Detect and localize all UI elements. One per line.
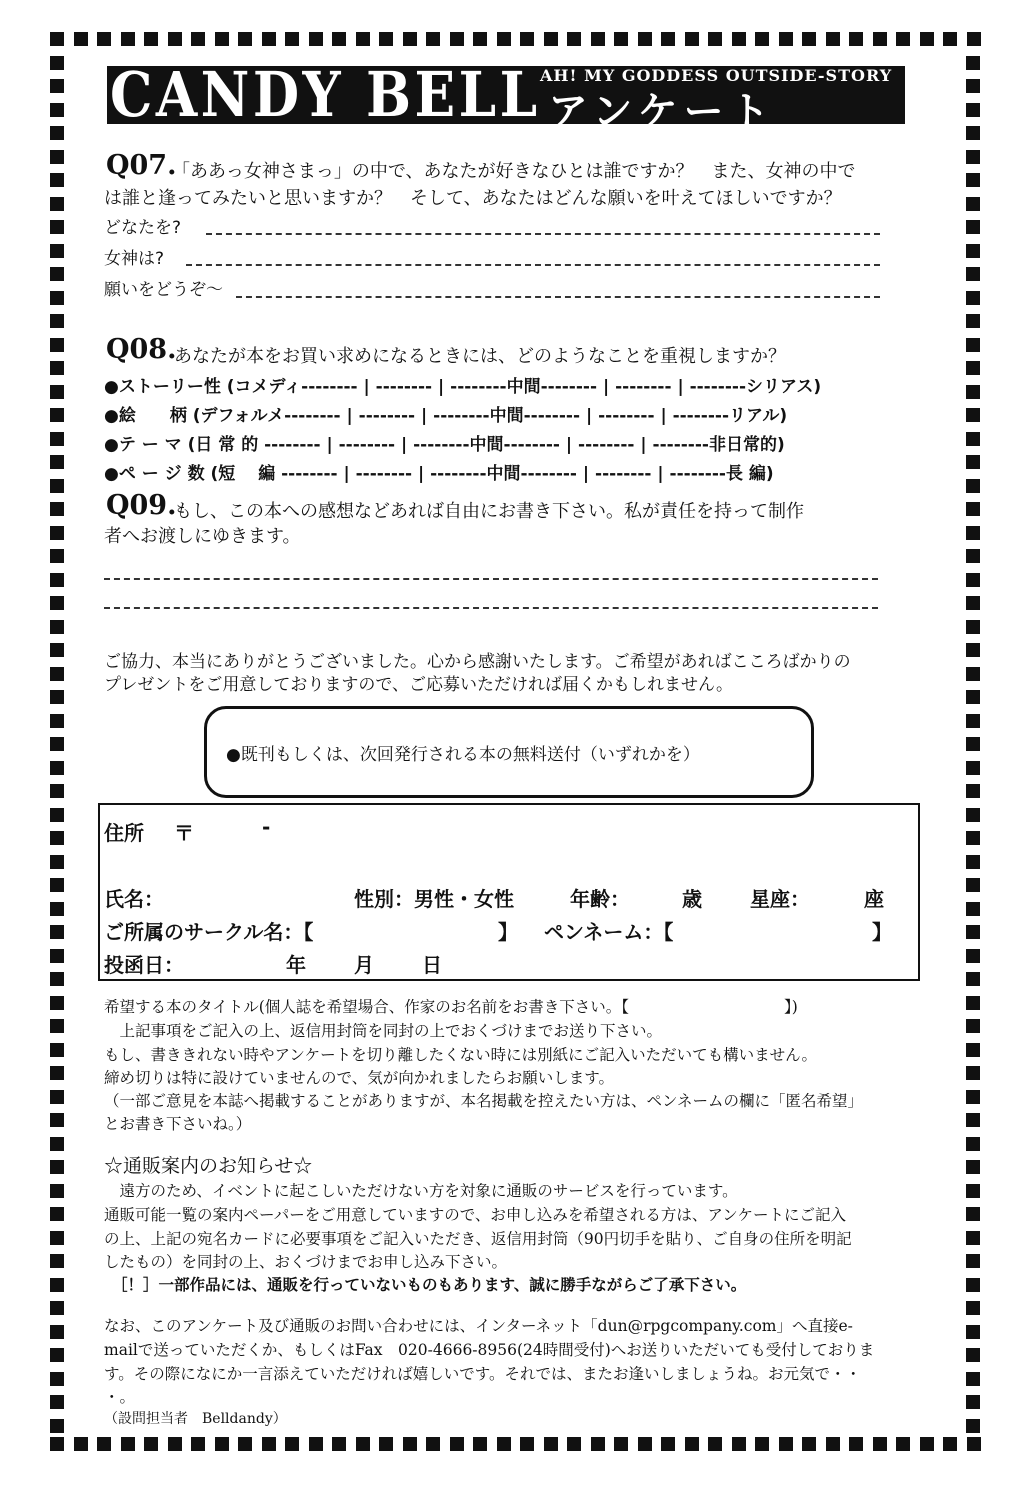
border-square bbox=[966, 173, 980, 187]
border-square bbox=[50, 1372, 64, 1386]
border-square bbox=[50, 502, 64, 516]
post-date-year: 年 bbox=[286, 953, 306, 977]
border-square bbox=[168, 1437, 182, 1451]
border-square bbox=[191, 1437, 205, 1451]
page-heading: アンケート bbox=[548, 89, 776, 135]
q07-field2-label: 女神は? bbox=[104, 249, 165, 269]
border-square bbox=[50, 1113, 64, 1127]
contact-line: mailで送っていただくか、もしくはFax 020-4666-8956(24時間受付)へお送りいただいても受付しておりま bbox=[104, 1341, 875, 1359]
border-square bbox=[50, 1325, 64, 1339]
border-square bbox=[50, 596, 64, 610]
post-date-day: 日 bbox=[422, 953, 442, 977]
border-square bbox=[966, 385, 980, 399]
border-square bbox=[309, 32, 323, 46]
border-square bbox=[826, 32, 840, 46]
contact-line: ・。 bbox=[104, 1388, 136, 1406]
border-square bbox=[966, 56, 980, 70]
border-square bbox=[802, 1437, 816, 1451]
border-square bbox=[966, 643, 980, 657]
star-sign-unit: 座 bbox=[864, 887, 884, 911]
border-square bbox=[591, 32, 605, 46]
border-square bbox=[966, 338, 980, 352]
q09-answer-line2[interactable] bbox=[104, 607, 878, 609]
border-square bbox=[309, 1437, 323, 1451]
q07-number: Q07. bbox=[106, 150, 177, 181]
postal-mark: 〒 bbox=[174, 821, 194, 845]
border-square bbox=[50, 408, 64, 422]
border-square bbox=[661, 32, 675, 46]
border-square bbox=[262, 32, 276, 46]
mailorder-line: したもの）を同封の上、おくづけまでお申し込み下さい。 bbox=[104, 1253, 508, 1271]
border-square bbox=[755, 32, 769, 46]
subtitle: AH! MY GODDESS OUTSIDE-STORY bbox=[540, 66, 893, 85]
border-square bbox=[50, 690, 64, 704]
border-square bbox=[50, 220, 64, 234]
border-square bbox=[966, 1348, 980, 1362]
border-square bbox=[50, 1231, 64, 1245]
border-square bbox=[966, 432, 980, 446]
border-square bbox=[50, 549, 64, 563]
border-square bbox=[966, 1278, 980, 1292]
border-square bbox=[966, 150, 980, 164]
border-square bbox=[966, 267, 980, 281]
border-square bbox=[966, 761, 980, 775]
border-square bbox=[262, 1437, 276, 1451]
border-square bbox=[966, 1207, 980, 1221]
border-square bbox=[966, 925, 980, 939]
border-square bbox=[966, 1184, 980, 1198]
border-square bbox=[943, 1437, 957, 1451]
postal-dash: - bbox=[262, 815, 271, 839]
border-square bbox=[802, 32, 816, 46]
q07-field2-line[interactable] bbox=[186, 264, 880, 266]
name-label: 氏名： bbox=[104, 887, 164, 911]
circle-bracket-close: 】 bbox=[498, 920, 518, 944]
border-square bbox=[638, 1437, 652, 1451]
border-square bbox=[50, 1437, 64, 1451]
border-square bbox=[50, 831, 64, 845]
border-square bbox=[50, 1254, 64, 1268]
border-square bbox=[708, 32, 722, 46]
border-square bbox=[779, 32, 793, 46]
border-square bbox=[50, 972, 64, 986]
border-square bbox=[50, 996, 64, 1010]
border-square bbox=[50, 949, 64, 963]
border-square bbox=[966, 714, 980, 728]
contact-line: なお、このアンケート及び通販のお問い合わせには、インターネット「dun@rpgcompany.com」へ直接e- bbox=[104, 1317, 853, 1335]
border-square bbox=[74, 1437, 88, 1451]
border-square bbox=[50, 761, 64, 775]
note-line: もし、書ききれない時やアンケートを切り離したくない時には別紙にご記入いただいても構いません。 bbox=[104, 1046, 818, 1064]
age-unit: 歳 bbox=[682, 887, 702, 911]
border-square bbox=[896, 1437, 910, 1451]
border-square bbox=[966, 244, 980, 258]
border-square bbox=[144, 32, 158, 46]
penname-field[interactable] bbox=[680, 913, 870, 941]
q09-number: Q09. bbox=[106, 490, 177, 521]
penname-label: ペンネーム：【 bbox=[544, 920, 674, 944]
border-square bbox=[50, 620, 64, 634]
border-square bbox=[966, 1231, 980, 1245]
border-square bbox=[403, 1437, 417, 1451]
border-square bbox=[966, 408, 980, 422]
border-square bbox=[966, 996, 980, 1010]
border-square bbox=[497, 32, 511, 46]
border-square bbox=[966, 1419, 980, 1433]
border-square bbox=[50, 667, 64, 681]
border-square bbox=[50, 1137, 64, 1151]
border-square bbox=[50, 361, 64, 375]
border-square bbox=[614, 32, 628, 46]
border-square bbox=[685, 1437, 699, 1451]
border-square bbox=[591, 1437, 605, 1451]
border-square bbox=[50, 244, 64, 258]
border-square bbox=[966, 479, 980, 493]
border-square bbox=[285, 32, 299, 46]
penname-bracket-close: 】 bbox=[872, 920, 892, 944]
border-square bbox=[920, 1437, 934, 1451]
q09-text-line2: 者へお渡しにゆきます。 bbox=[104, 526, 301, 547]
border-square bbox=[966, 549, 980, 563]
border-square bbox=[966, 1137, 980, 1151]
note-line: （一部ご意見を本誌へ掲載することがありますが、本名掲載を控えたい方は、ペンネームの欄に「匿名希望」 bbox=[104, 1092, 864, 1110]
border-square bbox=[238, 1437, 252, 1451]
border-square bbox=[450, 1437, 464, 1451]
border-square bbox=[97, 32, 111, 46]
mailorder-title: ☆通販案内のお知らせ☆ bbox=[104, 1155, 313, 1177]
border-square bbox=[50, 455, 64, 469]
q07-field3-line[interactable] bbox=[236, 296, 880, 298]
border-square bbox=[191, 32, 205, 46]
thanks-line1: ご協力、本当にありがとうございました。心から感謝いたします。ご希望があればこころばかりの bbox=[104, 652, 851, 672]
border-square bbox=[356, 32, 370, 46]
border-square bbox=[966, 972, 980, 986]
border-square bbox=[732, 32, 746, 46]
border-square bbox=[332, 32, 346, 46]
border-square bbox=[50, 56, 64, 70]
border-square bbox=[966, 1113, 980, 1127]
note-line: 締め切りは特に設けていませんので、気が向かれましたらお願いします。 bbox=[104, 1069, 614, 1087]
border-square bbox=[943, 32, 957, 46]
border-square bbox=[966, 690, 980, 704]
mailorder-line: 遠方のため、イベントに起こしいただけない方を対象に通販のサービスを行っています。 bbox=[104, 1182, 738, 1200]
circle-field[interactable] bbox=[306, 913, 496, 941]
border-square bbox=[520, 1437, 534, 1451]
border-square bbox=[50, 855, 64, 869]
border-square bbox=[50, 338, 64, 352]
border-square bbox=[50, 432, 64, 446]
border-square bbox=[50, 173, 64, 187]
post-date-label: 投函日： bbox=[104, 953, 184, 977]
border-square bbox=[168, 32, 182, 46]
border-square bbox=[732, 1437, 746, 1451]
star-sign-label: 星座： bbox=[750, 887, 810, 911]
q07-field1-label: どなたを? bbox=[104, 218, 182, 238]
border-square bbox=[50, 126, 64, 140]
border-square bbox=[50, 526, 64, 540]
border-square bbox=[50, 291, 64, 305]
border-square bbox=[966, 103, 980, 117]
border-square bbox=[426, 32, 440, 46]
border-square bbox=[50, 1019, 64, 1033]
border-square bbox=[966, 314, 980, 328]
border-square bbox=[966, 1395, 980, 1409]
border-square bbox=[826, 1437, 840, 1451]
border-square bbox=[966, 1254, 980, 1268]
border-square bbox=[849, 1437, 863, 1451]
border-square bbox=[379, 32, 393, 46]
border-square bbox=[966, 808, 980, 822]
border-square bbox=[403, 32, 417, 46]
thanks-line2: プレゼントをご用意しておりますので、ご応募いただければ届くかもしれません。 bbox=[104, 675, 733, 695]
border-square bbox=[285, 1437, 299, 1451]
border-square bbox=[215, 1437, 229, 1451]
border-square bbox=[121, 1437, 135, 1451]
border-square bbox=[966, 596, 980, 610]
border-square bbox=[638, 32, 652, 46]
border-square bbox=[473, 1437, 487, 1451]
border-square bbox=[966, 79, 980, 93]
border-square bbox=[50, 1090, 64, 1104]
q09-text-line1: もし、この本への感想などあれば自由にお書き下さい。私が責任を持って制作 bbox=[174, 501, 804, 522]
border-square bbox=[966, 620, 980, 634]
border-square bbox=[966, 902, 980, 916]
border-square bbox=[755, 1437, 769, 1451]
border-square bbox=[473, 32, 487, 46]
border-square bbox=[50, 197, 64, 211]
footer-credit: （設問担当者 Belldandy） bbox=[104, 1411, 287, 1427]
border-square bbox=[450, 32, 464, 46]
border-square bbox=[50, 1066, 64, 1080]
border-square bbox=[896, 32, 910, 46]
border-square bbox=[708, 1437, 722, 1451]
border-square bbox=[966, 1090, 980, 1104]
border-square bbox=[50, 150, 64, 164]
gender-label[interactable]: 性別：男性・女性 bbox=[354, 887, 514, 911]
border-square bbox=[966, 220, 980, 234]
border-square bbox=[966, 361, 980, 375]
border-square bbox=[50, 925, 64, 939]
border-square bbox=[685, 32, 699, 46]
border-square bbox=[614, 1437, 628, 1451]
q08-row-pages[interactable]: ●ペ ー ジ 数 (短 編 -------- | -------- | --------中間-------- | -------- | --------長 編) bbox=[104, 464, 774, 484]
border-square bbox=[966, 126, 980, 140]
border-square bbox=[966, 667, 980, 681]
border-square bbox=[50, 808, 64, 822]
border-square bbox=[426, 1437, 440, 1451]
border-square bbox=[50, 784, 64, 798]
border-square bbox=[50, 1301, 64, 1315]
border-square bbox=[966, 502, 980, 516]
border-square bbox=[50, 479, 64, 493]
border-square bbox=[966, 1372, 980, 1386]
border-square bbox=[144, 1437, 158, 1451]
border-square bbox=[966, 855, 980, 869]
q08-row-theme[interactable]: ●テ ー マ (日 常 的 -------- | -------- | --------中間-------- | -------- | --------非日常的) bbox=[104, 435, 785, 455]
border-square bbox=[567, 32, 581, 46]
q07-field3-label: 願いをどうぞ～ bbox=[104, 280, 223, 300]
q08-number: Q08. bbox=[106, 334, 177, 365]
border-square bbox=[50, 1278, 64, 1292]
post-date-month: 月 bbox=[354, 953, 374, 977]
border-square bbox=[661, 1437, 675, 1451]
border-square bbox=[50, 385, 64, 399]
border-square bbox=[966, 737, 980, 751]
border-square bbox=[520, 32, 534, 46]
border-square bbox=[356, 1437, 370, 1451]
border-square bbox=[50, 573, 64, 587]
border-square bbox=[238, 32, 252, 46]
border-square bbox=[966, 831, 980, 845]
q07-text-line2: は誰と逢ってみたいと思いますか？ そして、あなたはどんな願いを叶えてほしいですか？ bbox=[104, 188, 842, 209]
border-square bbox=[966, 1043, 980, 1057]
border-square bbox=[379, 1437, 393, 1451]
border-square bbox=[920, 32, 934, 46]
border-square bbox=[50, 714, 64, 728]
border-square bbox=[50, 1207, 64, 1221]
border-square bbox=[567, 1437, 581, 1451]
border-square bbox=[966, 949, 980, 963]
border-square bbox=[97, 1437, 111, 1451]
q08-row-story[interactable]: ●ストーリー性 (コメディ-------- | -------- | --------中間-------- | -------- | --------シリアス) bbox=[104, 377, 822, 397]
circle-label: ご所属のサークル名：【 bbox=[104, 920, 314, 944]
border-square bbox=[50, 1043, 64, 1057]
q08-row-art[interactable]: ●絵 柄 (デフォルメ-------- | -------- | --------中間-------- | -------- | --------リアル) bbox=[104, 406, 788, 426]
border-square bbox=[966, 455, 980, 469]
border-square bbox=[966, 784, 980, 798]
border-square bbox=[966, 1301, 980, 1315]
border-square bbox=[873, 32, 887, 46]
border-square bbox=[966, 1066, 980, 1080]
border-square bbox=[967, 1437, 981, 1451]
border-square bbox=[74, 32, 88, 46]
border-square bbox=[50, 267, 64, 281]
border-square bbox=[966, 878, 980, 892]
mailorder-warning: ［！］一部作品には、通販を行っていないものもあります、誠に勝手ながらご了承下さい。 bbox=[112, 1275, 747, 1294]
note-line: とお書き下さいね。） bbox=[104, 1115, 252, 1133]
border-square bbox=[873, 1437, 887, 1451]
border-square bbox=[779, 1437, 793, 1451]
border-square bbox=[50, 878, 64, 892]
border-square bbox=[50, 737, 64, 751]
border-square bbox=[50, 902, 64, 916]
border-square bbox=[966, 526, 980, 540]
border-square bbox=[966, 573, 980, 587]
border-square bbox=[50, 1348, 64, 1362]
q07-text-line1: 「ああっ女神さまっ」の中で、あなたが好きなひとは誰ですか？ また、女神の中で bbox=[172, 161, 856, 182]
name-field[interactable] bbox=[170, 880, 340, 908]
border-square bbox=[50, 1184, 64, 1198]
border-square bbox=[50, 1419, 64, 1433]
age-label: 年齢： bbox=[570, 887, 630, 911]
border-square bbox=[50, 1395, 64, 1409]
border-square bbox=[50, 314, 64, 328]
border-square bbox=[121, 32, 135, 46]
border-square bbox=[544, 1437, 558, 1451]
border-square bbox=[966, 1019, 980, 1033]
border-square bbox=[966, 197, 980, 211]
border-square bbox=[966, 291, 980, 305]
border-square bbox=[332, 1437, 346, 1451]
border-square bbox=[497, 1437, 511, 1451]
q07-field1-line[interactable] bbox=[206, 233, 880, 235]
border-square bbox=[967, 32, 981, 46]
address-label: 住所 bbox=[104, 821, 144, 845]
note-line: 上記事項をご記入の上、返信用封筒を同封の上でおくづけまでお送り下さい。 bbox=[104, 1022, 663, 1040]
mailorder-line: の上、上記の宛名カードに必要事項をご記入いただき、返信用封筒（90円切手を貼り、ご自身の住所を明記 bbox=[104, 1230, 852, 1248]
border-square bbox=[544, 32, 558, 46]
q08-text: あなたが本をお買い求めになるときには、どのようなことを重視しますか？ bbox=[174, 346, 786, 367]
contact-line: す。その際になにか一言添えていただければ嬉しいです。それでは、またお逢いしましょうね。お元気で・・ bbox=[104, 1365, 862, 1383]
note-line: 希望する本のタイトル(個人誌を希望場合、作家のお名前をお書き下さい。【 】) bbox=[104, 998, 798, 1016]
address-field[interactable] bbox=[104, 845, 904, 875]
border-square bbox=[50, 79, 64, 93]
gift-text: ●既刊もしくは、次回発行される本の無料送付（いずれかを） bbox=[226, 745, 700, 765]
border-square bbox=[215, 32, 229, 46]
mailorder-line: 通販可能一覧の案内ペーパーをご用意していますので、お申し込みを希望される方は、アンケートにご記入 bbox=[104, 1206, 846, 1224]
border-square bbox=[50, 32, 64, 46]
q09-answer-line1[interactable] bbox=[104, 578, 878, 580]
border-square bbox=[966, 1325, 980, 1339]
border-square bbox=[849, 32, 863, 46]
border-square bbox=[50, 1160, 64, 1174]
border-square bbox=[50, 103, 64, 117]
title-logo: CANDY BELL bbox=[110, 58, 541, 131]
border-square bbox=[966, 1160, 980, 1174]
border-square bbox=[50, 643, 64, 657]
